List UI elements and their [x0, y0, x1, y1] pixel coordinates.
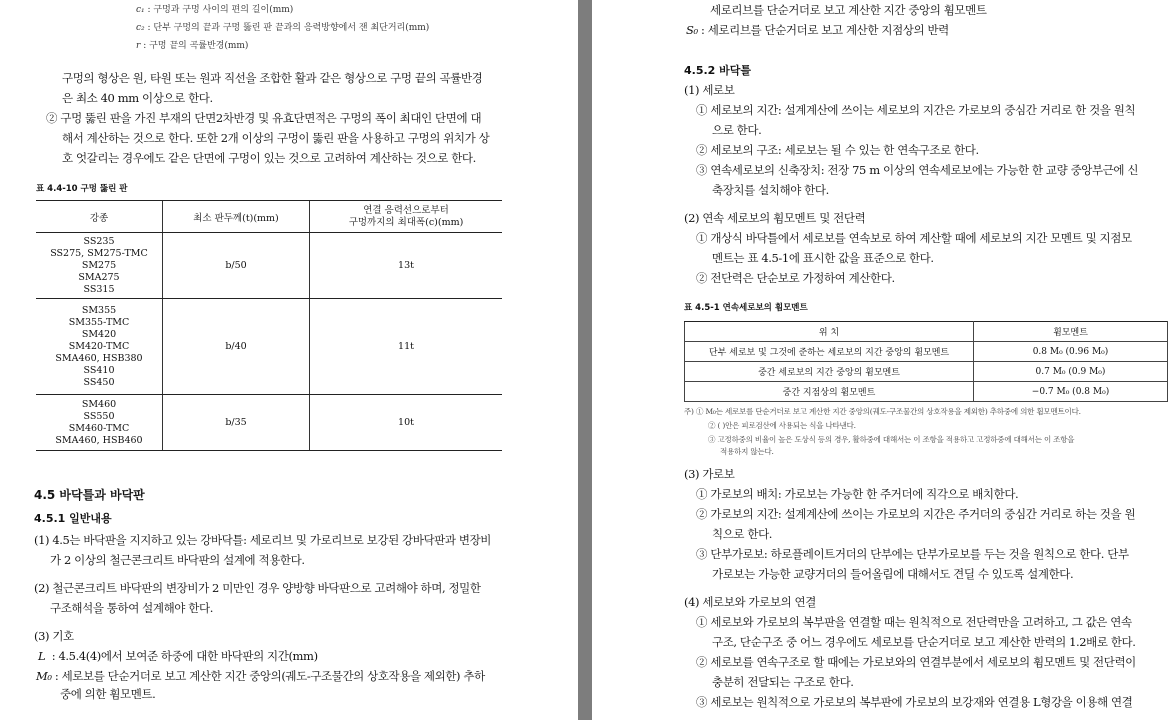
right-top-line1: 세로리브를 단순거더로 보고 계산한 지간 중앙의 휨모멘트 [710, 3, 987, 17]
table-row [685, 382, 1168, 402]
s2b: ② 전단력은 단순보로 가정하여 계산한다. [696, 271, 895, 285]
min-thickness-cell: b/40 [163, 299, 310, 395]
s1c-line1: ③ 연속세로보의 신축장치: 전장 75 m 이상의 연속세로보에는 가능한 한 교량 중앙부근에 신 [696, 163, 1139, 177]
s3c-line2: 가로보는 가능한 교량거더의 들어올림에 대해서도 견딜 수 있도록 설계한다. [712, 567, 1074, 581]
note-3: ③ 고정하중의 비율이 높은 도상식 등의 경우, 활하중에 대해서는 이 조항을 적용하고 고정하중에 대해서는 이 조항을 [708, 435, 1075, 444]
para2-line1: ② 구멍 뚫린 판을 가진 부재의 단면2차반경 및 유효단면적은 구멍의 폭이 최대인 단면에 대 [46, 111, 482, 125]
max-width-cell: 13t [310, 233, 503, 299]
position-cell: 중간 세로보의 지간 중앙의 휨모멘트 [685, 362, 974, 382]
s2a-line2: 멘트는 표 4.5-1에 표시한 값을 표준으로 한다. [712, 251, 934, 265]
def-c1: c₁ : 구멍과 구멍 사이의 편의 길이(mm) [136, 5, 294, 15]
header-max-width: 연결 응력선으로부터 구멍까지의 최대폭(c)(mm) [310, 201, 503, 233]
max-width-cell: 11t [310, 299, 503, 395]
position-cell: 중간 지점상의 휨모멘트 [685, 382, 974, 402]
s2a-line1: ① 개상식 바닥틀에서 세로보를 연속보로 하여 계산할 때에 세로보의 지간 모멘트 및 지점모 [696, 231, 1132, 245]
min-thickness-cell: b/50 [163, 233, 310, 299]
s4b-line1: ② 세로보를 연속구조로 할 때에는 가로보와의 연결부분에서 세로보의 휨모멘트 및 전단력이 [696, 655, 1136, 669]
table-row [36, 395, 502, 451]
symbol-M0-line2: 중에 의한 휨모멘트. [60, 687, 156, 701]
moment-cell: 0.7 M₀ (0.9 M₀) [974, 362, 1168, 382]
symbol-M0-line1: M₀ : 세로보를 단순거더로 보고 계산한 지간 중앙의(궤도-구조물간의 상호작용을 제외한) 추하 [36, 669, 485, 683]
grade-cell: SM355 SM355-TMC SM420 SM420-TMC SMA460, HSB380 SS410 SS450 [36, 299, 163, 395]
s1c-line2: 축장치를 설치해야 한다. [712, 183, 829, 197]
moment-cell: −0.7 M₀ (0.8 M₀) [974, 382, 1168, 402]
item3-heading: (3) 기호 [34, 629, 74, 643]
header-moment: 휨모멘트 [974, 322, 1168, 342]
min-thickness-cell: b/35 [163, 395, 310, 451]
table-row [685, 342, 1168, 362]
table-caption: 표 4.4-10 구멍 뚫린 판 [36, 184, 128, 194]
section1-heading: (1) 세로보 [684, 83, 735, 97]
note-3-cont: 적용하지 않는다. [720, 447, 774, 456]
header-min-thickness: 최소 판두께(t)(mm) [163, 201, 310, 233]
note-1: 주) ① M₀는 세로보를 단순거더로 보고 계산한 지간 중앙의(궤도-구조물간의 상호작용을 제외한) 추하중에 의한 휨모멘트이다. [684, 407, 1081, 416]
header-grade: 강종 [36, 201, 163, 233]
item2-line1: (2) 철근콘크리트 바닥판의 변장비가 2 미만인 경우 양방향 바닥판으로 고려해야 하며, 정밀한 [34, 581, 481, 595]
symbol-S0: S₀ : 세로리브를 단순거더로 보고 계산한 지점상의 반력 [686, 23, 949, 37]
table2-caption: 표 4.5-1 연속세로보의 휨모멘트 [684, 303, 808, 313]
item1-line2: 가 2 이상의 철근콘크리트 바닥판의 설계에 적용한다. [50, 553, 305, 567]
s1a-line1: ① 세로보의 지간: 설계계산에 쓰이는 세로보의 지간은 가로보의 중심간 거리로 한 것을 원칙 [696, 103, 1136, 117]
s4b-line2: 충분히 전달되는 구조로 한다. [712, 675, 854, 689]
header-position: 위 치 [685, 322, 974, 342]
section4-heading: (4) 세로보와 가로보의 연결 [684, 595, 816, 609]
def-c2: c₂ : 단부 구멍의 끝과 구멍 뚫린 판 끝과의 응력방향에서 잰 최단거리(mm) [136, 23, 430, 33]
item1-line1: (1) 4.5는 바닥판을 지지하고 있는 강바닥틀: 세로리브 및 가로리브로 보강된 강바닥판과 변장비 [34, 533, 491, 547]
para2-line2: 해서 계산하는 것으로 한다. 또한 2개 이상의 구멍이 뚫린 판을 사용하고 구멍의 위치가 상 [62, 131, 490, 145]
max-width-cell: 10t [310, 395, 503, 451]
heading-4-5-1: 4.5.1 일반내용 [34, 512, 112, 525]
para2-line3: 호 엇갈리는 경우에도 같은 단면에 구멍이 있는 것으로 고려하여 계산하는 것으로 한다. [62, 151, 476, 165]
table-row [685, 362, 1168, 382]
s1a-line2: 으로 한다. [712, 123, 762, 137]
moment-table [684, 321, 1168, 402]
grade-cell: SS235 SS275, SM275-TMC SM275 SMA275 SS315 [36, 233, 163, 299]
symbol-L: L : 4.5.4(4)에서 보여준 하중에 대한 바닥판의 지간(mm) [38, 649, 318, 663]
s1b: ② 세로보의 구조: 세로보는 될 수 있는 한 연속구조로 한다. [696, 143, 979, 157]
holed-plate-table [36, 200, 502, 451]
s4c: ③ 세로보는 원칙적으로 가로보의 복부판에 가로보의 보강재와 연결용 L형강을 이용해 연결 [696, 695, 1133, 709]
heading-4-5: 4.5 바닥틀과 바닥판 [34, 488, 145, 502]
moment-cell: 0.8 M₀ (0.96 M₀) [974, 342, 1168, 362]
right-page [592, 0, 1172, 720]
heading-4-5-2: 4.5.2 바닥틀 [684, 64, 752, 77]
section2-heading: (2) 연속 세로보의 휨모멘트 및 전단력 [684, 211, 866, 225]
table-row [36, 299, 502, 395]
section3-heading: (3) 가로보 [684, 467, 735, 481]
para1-line1: 구멍의 형상은 원, 타원 또는 원과 직선을 조합한 활과 같은 형상으로 구멍 끝의 곡률반경 [62, 71, 483, 85]
table-row [36, 233, 502, 299]
grade-cell: SM460 SS550 SM460-TMC SMA460, HSB460 [36, 395, 163, 451]
item2-line2: 구조해석을 통하여 설계해야 한다. [50, 601, 213, 615]
left-page [0, 0, 578, 720]
s3c-line1: ③ 단부가로보: 하로플레이트거더의 단부에는 단부가로보를 두는 것을 원칙으로 한다. 단부 [696, 547, 1129, 561]
def-r: r : 구멍 끝의 곡률반경(mm) [136, 41, 249, 51]
s3b-line1: ② 가로보의 지간: 설계계산에 쓰이는 가로보의 지간은 주거더의 중심간 거리로 하는 것을 원 [696, 507, 1136, 521]
s3a: ① 가로보의 배치: 가로보는 가능한 한 주거더에 직각으로 배치한다. [696, 487, 1019, 501]
position-cell: 단부 세로보 및 그것에 준하는 세로보의 지간 중앙의 휨모멘트 [685, 342, 974, 362]
para1-line2: 은 최소 40 mm 이상으로 한다. [62, 91, 213, 105]
s3b-line2: 칙으로 한다. [712, 527, 773, 541]
s4a-line2: 구조, 단순구조 중 어느 경우에도 세로보를 단순거더로 보고 계산한 반력의 1.2배로 한다. [712, 635, 1136, 649]
note-2: ② ( )안은 피로검산에 사용되는 식을 나타낸다. [708, 421, 856, 430]
s4a-line1: ① 세로보와 가로보의 복부판을 연결할 때는 원칙적으로 전단력만을 고려하고, 그 값은 연속 [696, 615, 1132, 629]
